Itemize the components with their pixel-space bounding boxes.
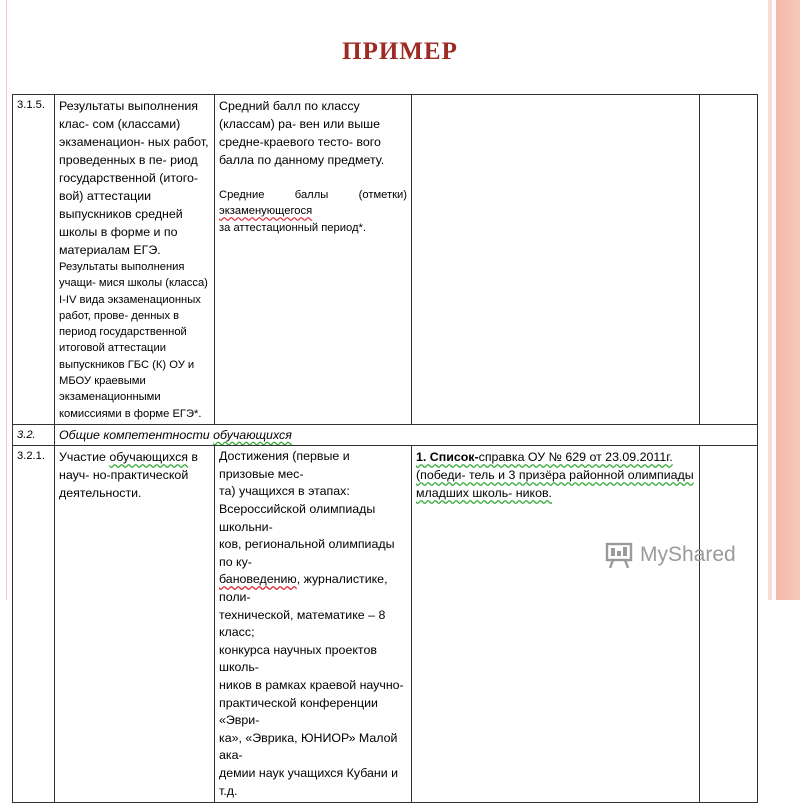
indicator-cell: Достижения (первые и призовые мес- та) учащихся в этапах: Всероссийской олимпиады школьни- ков, региональной олимпиады по ку- бановедению, журналистике, поли- технической, математике – 8 класс; конкурса научных проектов школь- ников в рамках краевой научно- практической конференции «Эври- ка», «Эврика, ЮНИОР» Малой ака- демии наук учащихся Кубани и т.д. [215,446,412,803]
table-row [13,446,758,803]
criterion-cell: Участие обучающихся в науч- но-практической деятельности. [55,446,215,803]
section-heading: Общие компетентности обучающихся [55,424,758,445]
table-row [13,424,758,445]
evidence-cell: 1. Список-справка ОУ № 629 от 23.09.2011г. (победи- тель и 3 призёра районной олимпиады младших школь- ников. [412,446,700,803]
watermark [604,538,764,572]
watermark-text: MyShared [640,543,736,566]
criteria-table [12,94,758,803]
row-number: 3.1.5. [13,95,55,425]
table-row [13,95,758,425]
left-border-line [6,0,7,600]
right-decorative-band [768,0,800,600]
indicator-line: экзаменующегося [219,205,313,218]
indicator-line: Средние баллы (отметки) [219,189,407,201]
indicator-line: за аттестационный период*. [219,221,366,234]
note-cell [700,446,758,803]
note-cell [700,95,758,425]
criterion-text: Результаты выполнения клас- сом (классами) экзаменацион- ных работ, проведенных в пе- риод государственной (итого- вой) аттестации выпускников средней школы в форме и по материалам ЕГЭ. [59,99,209,257]
row-number: 3.2. [13,424,55,445]
evidence-cell [412,95,700,425]
criterion-text-2: Результаты выполнения учащи- мися школы (класса) I-IV вида экзаменационных работ, прове- денных в период государственной итоговой аттестации выпускников ГБС (К) ОУ и МБОУ краевыми экзаменационными комиссиями в форме ЕГЭ*. [59,261,208,420]
presentation-board-icon [604,540,634,570]
indicator-cell [215,95,412,425]
criterion-cell [55,95,215,425]
row-number: 3.2.1. [13,446,55,803]
indicator-text: Средний балл по классу (классам) ра- вен или выше средне-краевого тесто- вого балла по данному предмету. [219,99,385,167]
slide-title: ПРИМЕР [342,38,458,65]
